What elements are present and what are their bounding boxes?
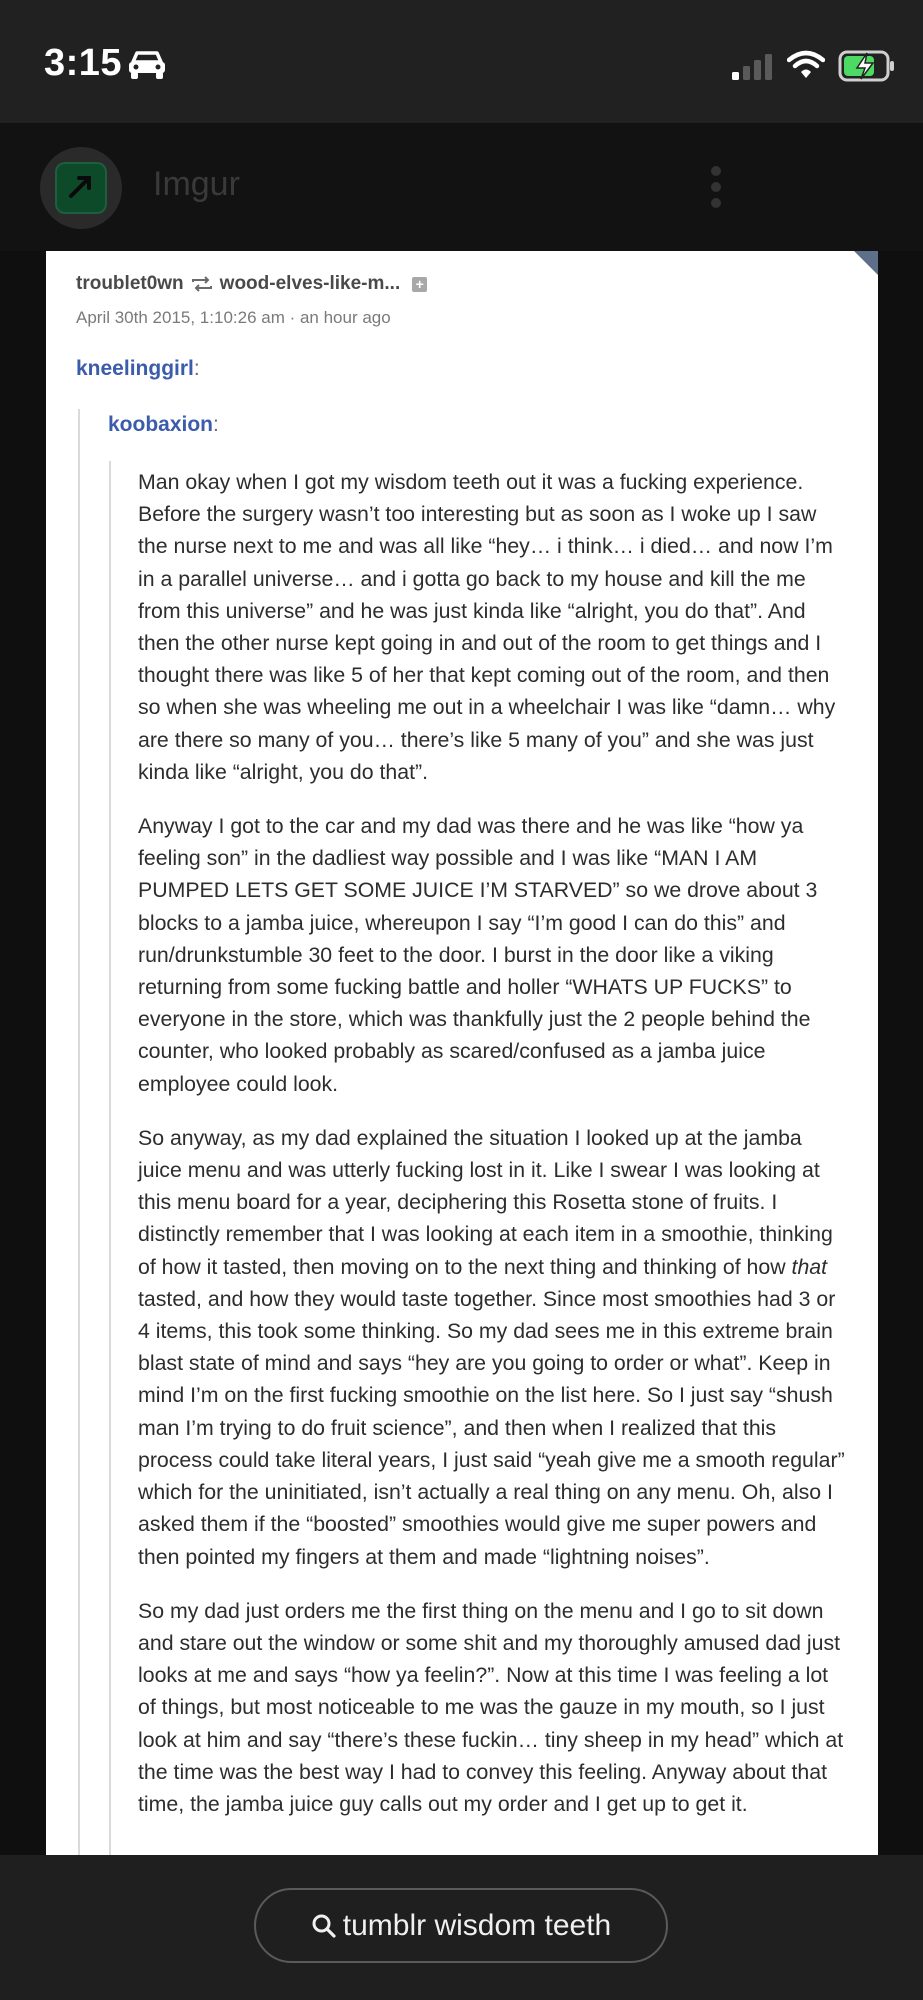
- search-label: tumblr wisdom teeth: [342, 1908, 612, 1942]
- paragraph-3-emphasis: that: [791, 1254, 828, 1279]
- paragraph-3-part-2: tasted, and how they would taste together. Since most smoothies had 3 or 4 items, this took some thinking. So my dad sees me in this extreme brain blast state of mind and says “hey are you going to order or what”. Keep in mind I’m on the first fucking smoothie on the list here. So I just say “shush man I’m trying to do fruit science”, and then when I realized that this process could take literal years, I just said “yeah give me a smooth regular” which for the uninitiated, isn’t actually a real thing on any menu. Oh, also I asked them if the “boosted” smoothies would give me super powers and then pointed my fingers at them and made “lightning noises”.: [138, 1286, 845, 1569]
- paragraph-2: Anyway I got to the car and my dad was there and he was like “how ya feeling son” in the dadliest way possible and I was like “MAN I AM PUMPED LETS GET SOME JUICE I’M STARVED” so we drove about 3 blocks to a jamba juice, whereupon I say “I’m good I can do this” and run/drunkstumble 30 feet to the door. I burst in the door like a viking returning from some fucking battle and holler “WHATS UP FUCKS” to everyone in the store, which was thankfully just the 2 people behind the counter, who looked probably as scared/confused as a jamba juice employee could look.: [138, 814, 818, 1096]
- level2-colon: :: [213, 413, 219, 436]
- app-bar: [0, 123, 923, 251]
- level1-username: kneelinggirl: [76, 357, 194, 380]
- paragraph-3: [138, 1122, 850, 1573]
- kebab-menu-icon[interactable]: [708, 165, 724, 209]
- level2-username: koobaxion: [108, 413, 214, 436]
- reblogger-name: troublet0wn: [76, 273, 184, 294]
- post-timestamp: April 30th 2015, 1:10:26 am · an hour ago: [76, 308, 391, 327]
- quote-border-level1: [78, 409, 80, 1855]
- level1-attribution: [76, 357, 200, 381]
- plus-icon: +: [412, 277, 427, 292]
- wifi-icon: [787, 50, 825, 80]
- post-image: [46, 251, 878, 1855]
- search-button[interactable]: [254, 1888, 668, 1963]
- app-title: Imgur: [153, 165, 240, 203]
- battery-charging-icon: [838, 50, 896, 82]
- source-blog: wood-elves-like-m...: [219, 273, 401, 294]
- paragraph-4: So my dad just orders me the first thing on the menu and I go to sit down and stare out the window or some shit and my thoroughly amused dad just looks at me and says “how ya feelin?”. Now at this time I was feeling a lot of things, but most noticeable to me was the gauze in my mouth, so I just look at him and say “there’s these fuckin… tiny sheep in my head” which at the time was the best way I had to convey this feeling. Anyway about that time, the jamba juice guy calls out my order and I get up to get it.: [138, 1598, 844, 1816]
- corner-tab: [854, 251, 878, 275]
- status-bar: [0, 0, 923, 123]
- signal-icon: [732, 54, 774, 80]
- search-icon: [311, 1913, 337, 1939]
- app-icon[interactable]: [40, 147, 122, 229]
- post-body: [138, 466, 850, 1842]
- reblog-icon: [190, 275, 214, 293]
- level1-colon: :: [193, 357, 200, 380]
- quote-border-level2: [109, 461, 111, 1855]
- paragraph-1: Man okay when I got my wisdom teeth out it was a fucking experience. Before the surgery wasn’t too interesting but as soon as I woke up I saw the nurse next to me and was all like “hey… i think… i died… and now I’m in a parallel universe… and i gotta go back to my house and kill the me from this universe” and he was just kinda like “alright, you do that”. And then the other nurse kept going in and out of the room to get things and I thought there was like 5 of her that kept coming out of the room, and then so when she was wheeling me out in a wheelchair I was like “damn… why are there so many of you… there’s like 5 many of you” and she was just kinda like “alright, you do that”.: [138, 470, 836, 784]
- content-viewport: [0, 251, 923, 1855]
- reblog-meta: [76, 273, 427, 295]
- paragraph-3-part-1: So anyway, as my dad explained the situation I looked up at the jamba juice menu and was utterly fucking lost in it. Like I swear I was looking at this menu board for a year, deciphering this Rosetta stone of fruits. I distinctly remember that I was looking at each item in a smoothie, thinking of how it tasted, then moving on to the next thing and thinking of how: [138, 1125, 833, 1279]
- level2-attribution: [108, 413, 219, 437]
- bottom-bar: [0, 1855, 923, 2000]
- car-icon: [127, 50, 167, 80]
- status-time: 3:15: [44, 42, 123, 84]
